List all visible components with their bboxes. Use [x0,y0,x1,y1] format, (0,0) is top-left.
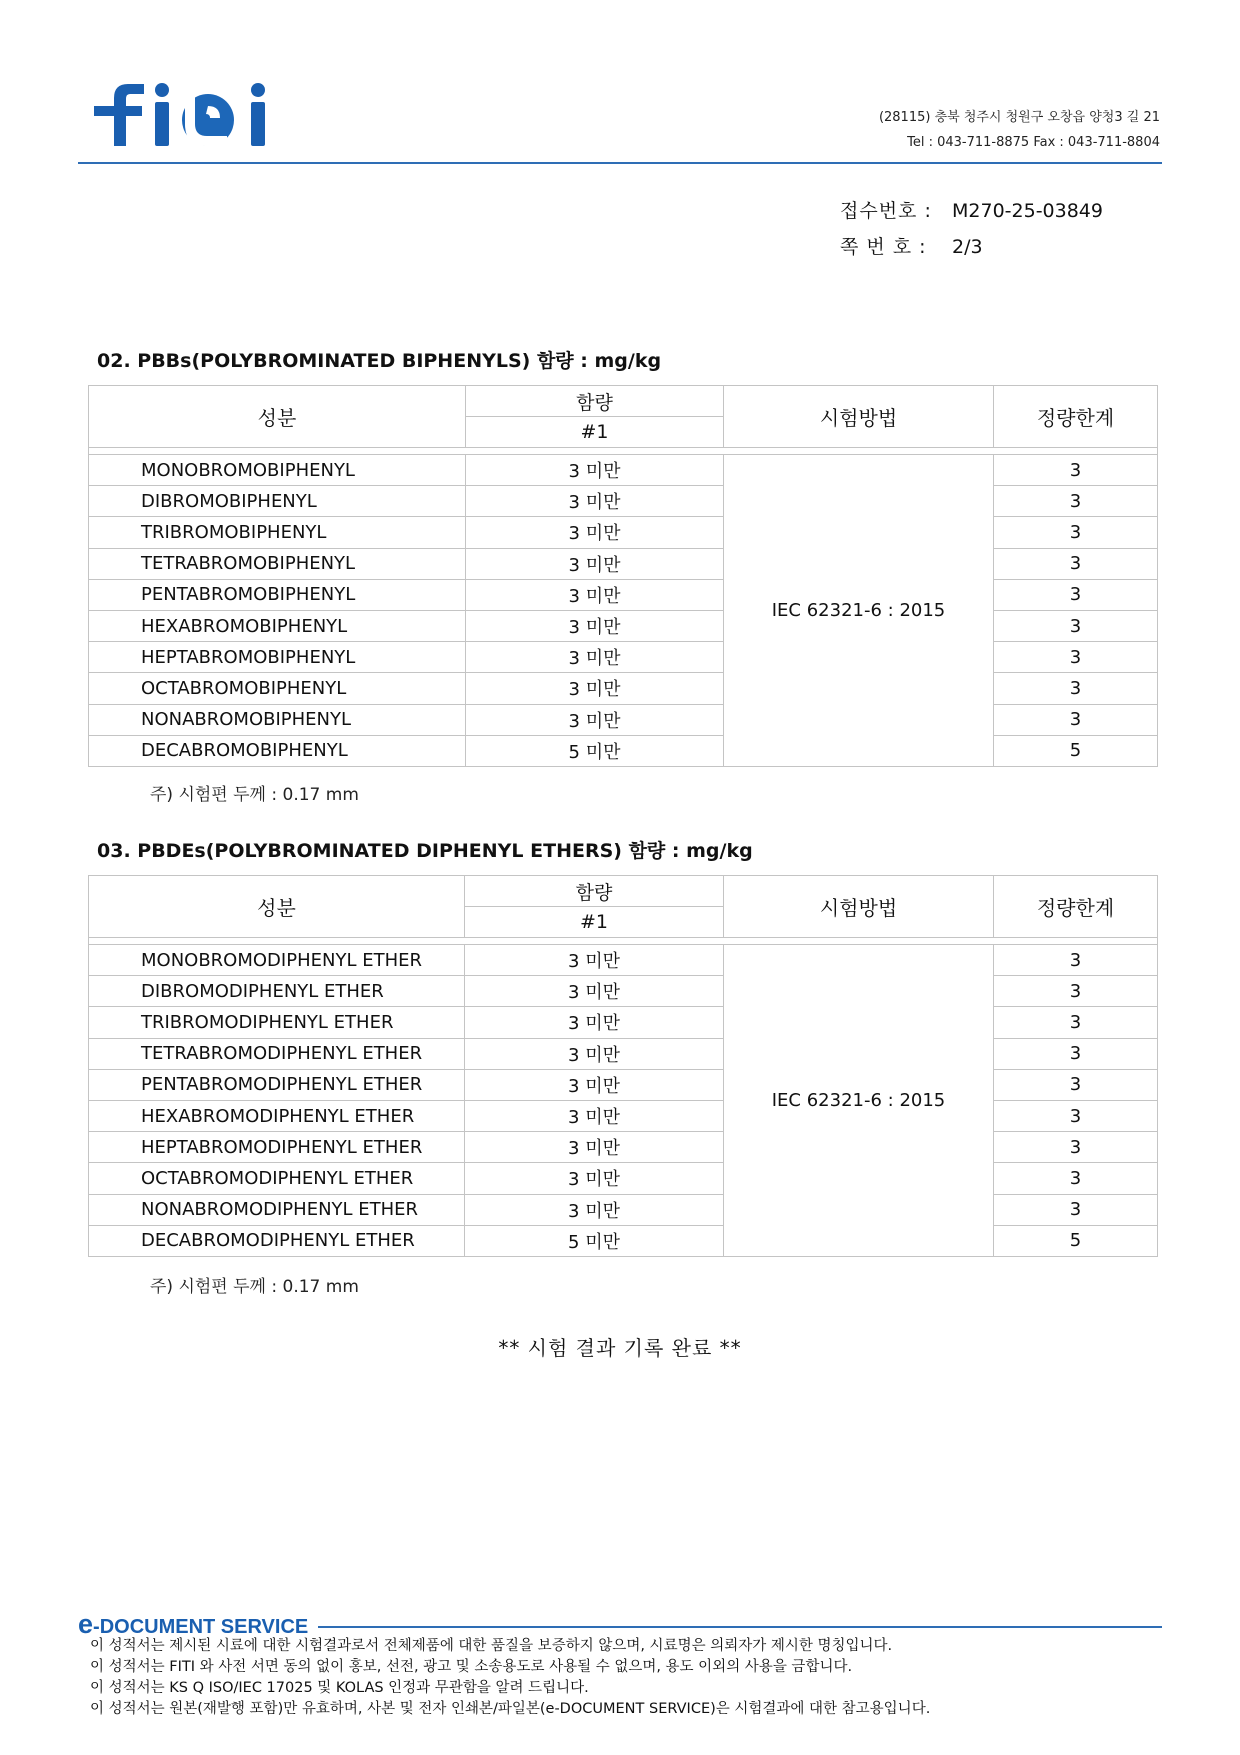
component-name: MONOBROMOBIPHENYL [89,455,466,486]
fiti-logo [90,78,280,148]
contact-line: Tel : 043-711-8875 Fax : 043-711-8804 [907,135,1160,150]
table-row [89,1225,1158,1256]
component-name: HEXABROMODIPHENYL ETHER [89,1100,465,1131]
page-number-label: 쪽 번 호 : [840,236,927,258]
table-row [89,517,1158,548]
table-header-row [89,876,1158,907]
result-value: 3 미만 [466,455,724,486]
component-name: DIBROMOBIPHENYL [89,486,466,517]
receipt-number-label: 접수번호 : [840,200,932,222]
component-name: PENTABROMODIPHENYL ETHER [89,1069,465,1100]
pbdes-results-table [88,875,1158,1257]
result-value: 3 미만 [465,1194,724,1225]
disclaimer-line: 이 성적서는 KS Q ISO/IEC 17025 및 KOLAS 인정과 무관함을 알려 드립니다. [90,1680,589,1696]
table-row [89,455,1158,486]
table-row [89,1163,1158,1194]
completion-marker: ** 시험 결과 기록 완료 ** [498,1336,742,1360]
result-value: 3 미만 [466,517,724,548]
fiti-logo-icon [90,78,280,148]
component-name: OCTABROMOBIPHENYL [89,673,466,704]
result-value: 3 미만 [466,579,724,610]
page-number-value: 2/3 [952,236,983,258]
result-value: 3 미만 [465,1069,724,1100]
table-row [89,579,1158,610]
column-header-method: 시험방법 [724,876,994,938]
quantitation-limit: 3 [994,455,1158,486]
section-title-pbdes: 03. PBDEs(POLYBROMINATED DIPHENYL ETHERS) 함량 : mg/kg [97,840,753,862]
component-name: HEXABROMOBIPHENYL [89,610,466,641]
table-row [89,735,1158,766]
result-value: 3 미만 [466,642,724,673]
quantitation-limit: 3 [994,1163,1158,1194]
quantitation-limit: 5 [994,1225,1158,1256]
quantitation-limit: 3 [994,486,1158,517]
component-name: NONABROMODIPHENYL ETHER [89,1194,465,1225]
result-value: 3 미만 [465,1100,724,1131]
table-row [89,1069,1158,1100]
table-row [89,548,1158,579]
quantitation-limit: 3 [994,1038,1158,1069]
table-row [89,1100,1158,1131]
component-name: TRIBROMODIPHENYL ETHER [89,1007,465,1038]
result-value: 5 미만 [466,735,724,766]
table-row [89,642,1158,673]
component-name: TETRABROMODIPHENYL ETHER [89,1038,465,1069]
component-name: OCTABROMODIPHENYL ETHER [89,1163,465,1194]
quantitation-limit: 3 [994,1007,1158,1038]
column-header-content: 함량 [466,386,724,417]
header-divider [78,162,1162,164]
result-value: 3 미만 [465,976,724,1007]
specimen-thickness-note: 주) 시험편 두께 : 0.17 mm [150,1277,359,1297]
pbbs-results-table [88,385,1158,767]
column-header-component: 성분 [89,386,466,448]
quantitation-limit: 3 [994,1069,1158,1100]
component-name: TRIBROMOBIPHENYL [89,517,466,548]
component-name: NONABROMOBIPHENYL [89,704,466,735]
component-name: DECABROMODIPHENYL ETHER [89,1225,465,1256]
result-value: 3 미만 [465,1163,724,1194]
table-spacer [89,448,1158,455]
column-header-limit: 정량한계 [994,386,1158,448]
quantitation-limit: 3 [994,945,1158,976]
receipt-number-value: M270-25-03849 [952,200,1103,222]
table-header-row [89,386,1158,417]
result-value: 3 미만 [465,1038,724,1069]
quantitation-limit: 3 [994,704,1158,735]
result-value: 3 미만 [465,1132,724,1163]
quantitation-limit: 3 [994,976,1158,1007]
component-name: DECABROMOBIPHENYL [89,735,466,766]
component-name: TETRABROMOBIPHENYL [89,548,466,579]
quantitation-limit: 3 [994,579,1158,610]
disclaimer-line: 이 성적서는 원본(재발행 포함)만 유효하며, 사본 및 전자 인쇄본/파일본(e-DOCUMENT SERVICE)은 시험결과에 대한 참고용입니다. [90,1701,931,1717]
result-value: 3 미만 [466,704,724,735]
column-header-content: 함량 [465,876,724,907]
table-spacer [89,938,1158,945]
table-row [89,673,1158,704]
receipt-info [840,193,1103,265]
column-header-method: 시험방법 [724,386,994,448]
table-row [89,1132,1158,1163]
test-method: IEC 62321-6 : 2015 [724,945,994,1257]
quantitation-limit: 3 [994,548,1158,579]
table-row [89,945,1158,976]
table-row [89,1194,1158,1225]
table-row [89,1038,1158,1069]
disclaimer-line: 이 성적서는 FITI 와 사전 서면 동의 없이 홍보, 선전, 광고 및 소송용도로 사용될 수 없으며, 용도 이외의 사용을 금합니다. [90,1659,853,1675]
result-value: 5 미만 [465,1225,724,1256]
column-header-sample: #1 [465,907,724,938]
column-header-component: 성분 [89,876,465,938]
quantitation-limit: 5 [994,735,1158,766]
company-address [879,105,1160,155]
table-row [89,486,1158,517]
table-row [89,1007,1158,1038]
test-method: IEC 62321-6 : 2015 [724,455,994,767]
quantitation-limit: 3 [994,1194,1158,1225]
column-header-limit: 정량한계 [994,876,1158,938]
quantitation-limit: 3 [994,610,1158,641]
section-title-pbbs: 02. PBBs(POLYBROMINATED BIPHENYLS) 함량 : mg/kg [97,350,662,372]
quantitation-limit: 3 [994,517,1158,548]
result-value: 3 미만 [465,945,724,976]
component-name: MONOBROMODIPHENYL ETHER [89,945,465,976]
result-value: 3 미만 [466,610,724,641]
table-row [89,976,1158,1007]
result-value: 3 미만 [466,548,724,579]
disclaimer-list [90,1636,930,1720]
specimen-thickness-note: 주) 시험편 두께 : 0.17 mm [150,785,359,805]
quantitation-limit: 3 [994,642,1158,673]
result-value: 3 미만 [465,1007,724,1038]
quantitation-limit: 3 [994,1132,1158,1163]
address-line: (28115) 충북 청주시 청원구 오창읍 양청3 길 21 [878,110,1160,125]
result-value: 3 미만 [466,486,724,517]
disclaimer-line: 이 성적서는 제시된 시료에 대한 시험결과로서 전체제품에 대한 품질을 보증하지 않으며, 시료명은 의뢰자가 제시한 명칭입니다. [90,1638,893,1654]
quantitation-limit: 3 [994,673,1158,704]
table-row [89,610,1158,641]
component-name: PENTABROMOBIPHENYL [89,579,466,610]
component-name: HEPTABROMODIPHENYL ETHER [89,1132,465,1163]
result-value: 3 미만 [466,673,724,704]
component-name: DIBROMODIPHENYL ETHER [89,976,465,1007]
footer-divider [318,1626,1162,1628]
component-name: HEPTABROMOBIPHENYL [89,642,466,673]
column-header-sample: #1 [466,417,724,448]
quantitation-limit: 3 [994,1100,1158,1131]
table-row [89,704,1158,735]
edocument-service-title: e-DOCUMENT SERVICE [78,1609,309,1639]
